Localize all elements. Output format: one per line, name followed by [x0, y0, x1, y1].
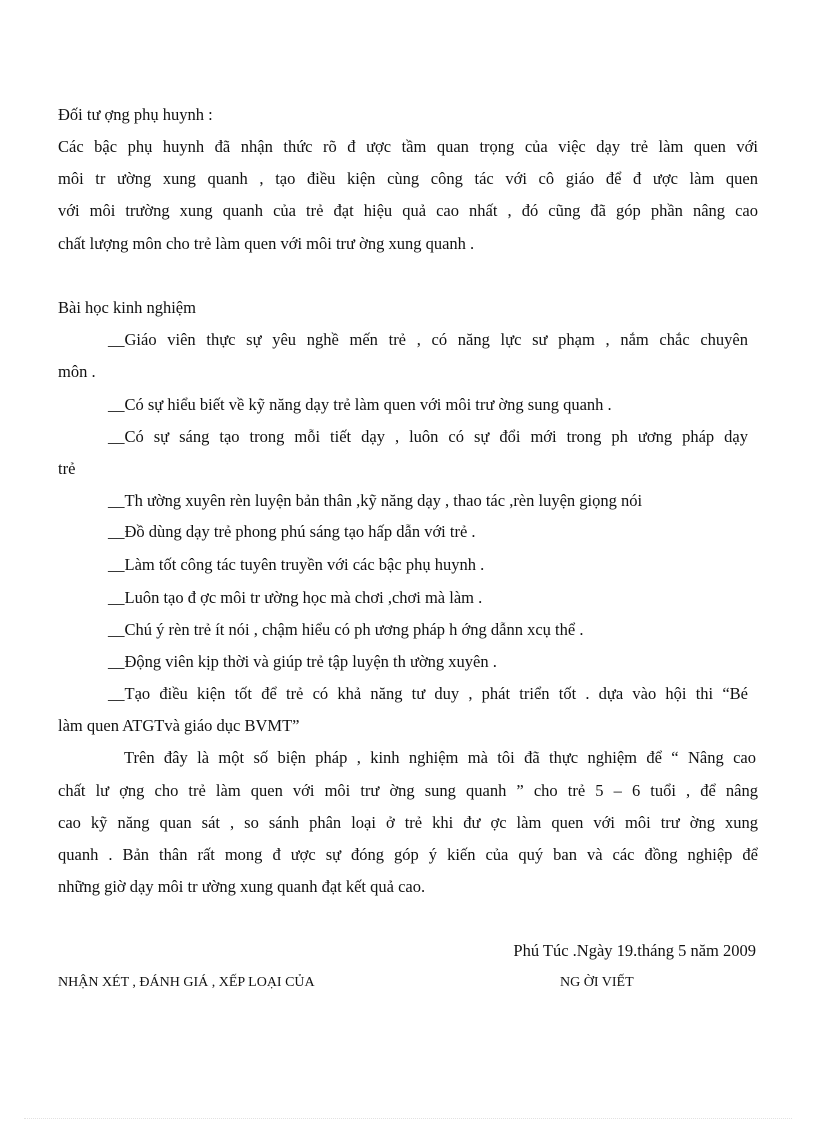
lesson-item: __Làm tốt công tác tuyên truyền với các bậc phụ huynh .	[108, 555, 485, 574]
author-label: NG ỜI VIẾT	[560, 975, 634, 990]
paragraph-line: môi tr ường xung quanh , tạo điều kiện cùng công tác với cô giáo để đ ược làm quen	[58, 169, 758, 188]
page-bottom-divider	[24, 1118, 792, 1119]
lesson-item: __Th ường xuyên rèn luyện bản thân ,kỹ năng dạy , thao tác ,rèn luyện giọng nói	[108, 491, 643, 510]
lesson-item-continuation: làm quen ATGTvà giáo dục BVMT”	[58, 716, 300, 735]
review-label: NHẬN XÉT , ĐÁNH GIÁ , XẾP LOẠI CỦA	[58, 975, 315, 990]
conclusion-line: chất lư ợng cho trẻ làm quen với môi trư ờng sung quanh ” cho trẻ 5 – 6 tuổi , để nâng	[58, 781, 758, 800]
conclusion-line: quanh . Bản thân rất mong đ ược sự đóng góp ý kiến của quý ban và các đồng nghiệp để	[58, 845, 758, 864]
place-date: Phú Túc .Ngày 19.tháng 5 năm 2009	[513, 941, 756, 960]
lesson-item: __Đồ dùng dạy trẻ phong phú sáng tạo hấp dẫn với trẻ .	[108, 522, 476, 541]
lesson-item: __Giáo viên thực sự yêu nghề mến trẻ , có năng lực sư phạm , nắm chắc chuyên	[108, 330, 748, 349]
paragraph-line: Các bậc phụ huynh đã nhận thức rõ đ ược tầm quan trọng của việc dạy trẻ làm quen với	[58, 137, 758, 156]
lesson-item: __Động viên kịp thời và giúp trẻ tập luyện th ường xuyên .	[108, 652, 497, 671]
lesson-item: __Có sự hiểu biết về kỹ năng dạy trẻ làm quen với môi trư ờng sung quanh .	[108, 395, 612, 414]
conclusion-line: những giờ dạy môi tr ường xung quanh đạt kết quả cao.	[58, 877, 426, 896]
conclusion-line: Trên đây là một số biện pháp , kinh nghiệm mà tôi đã thực nghiệm để “ Nâng cao	[124, 748, 756, 767]
lesson-item: __Có sự sáng tạo trong mỗi tiết dạy , luôn có sự đổi mới trong ph ương pháp dạy	[108, 427, 748, 446]
lesson-item: __Luôn tạo đ ợc môi tr ường học mà chơi ,chơi mà làm .	[108, 588, 483, 607]
paragraph-line: chất lượng môn cho trẻ làm quen với môi trư ờng xung quanh .	[58, 234, 475, 253]
lesson-item: __Chú ý rèn trẻ ít nói , chậm hiểu có ph ương pháp h ớng dẫnn xcụ thể .	[108, 620, 584, 639]
section-heading-lessons: Bài học kinh nghiệm	[58, 298, 196, 317]
lesson-item-continuation: môn .	[58, 362, 96, 381]
section-heading-parents: Đối tư ợng phụ huynh :	[58, 105, 213, 124]
lesson-item: __Tạo điều kiện tốt để trẻ có khả năng tư duy , phát triển tốt . dựa vào hội thi “Bé	[108, 684, 748, 703]
paragraph-line: với môi trường xung quanh của trẻ đạt hiệu quả cao nhất , đó cũng đã góp phần nâng cao	[58, 201, 758, 220]
conclusion-line: cao kỹ năng quan sát , so sánh phân loại ở trẻ khi đư ợc làm quen với môi trư ờng xung	[58, 813, 758, 832]
lesson-item-continuation: trẻ	[58, 459, 76, 478]
